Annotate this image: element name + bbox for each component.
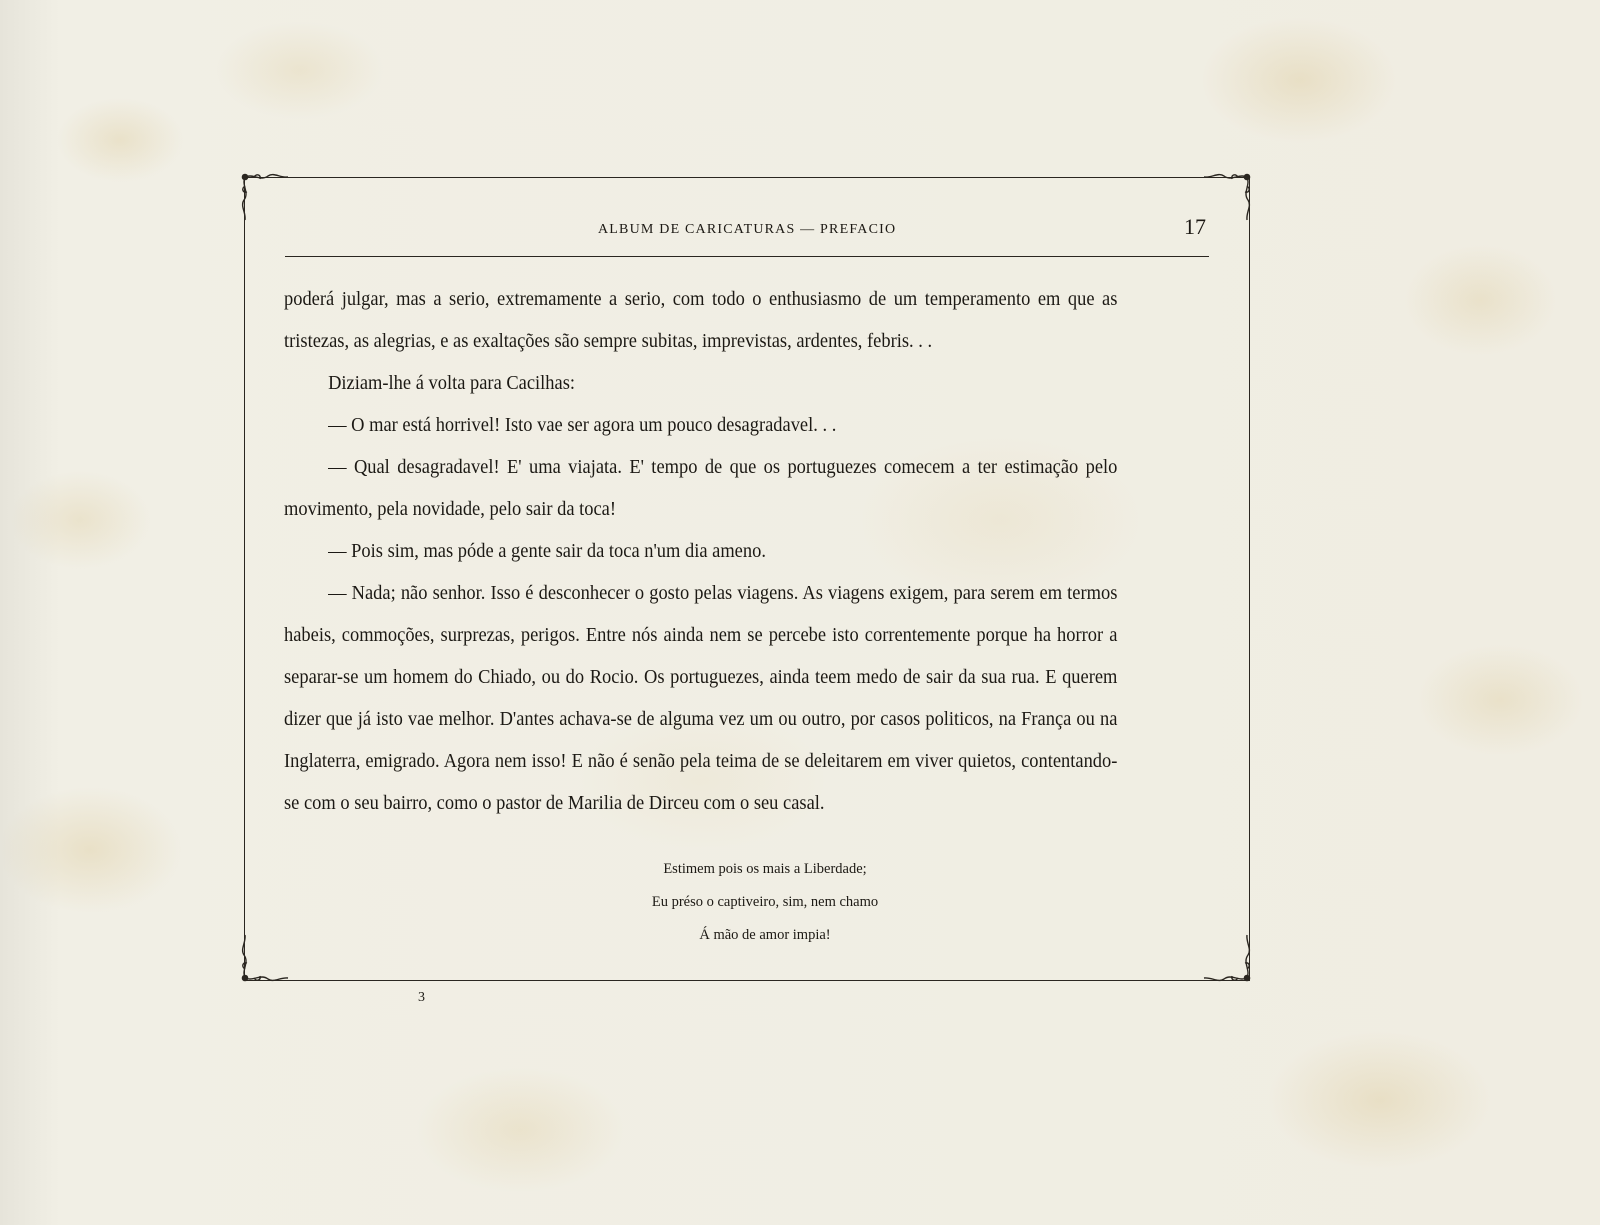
verse-line: Á mão de amor impia! bbox=[699, 927, 831, 943]
paragraph: Diziam-lhe á volta para Cacilhas: bbox=[328, 372, 576, 394]
verse-quotation bbox=[560, 853, 970, 952]
corner-ornament-top-left bbox=[236, 168, 298, 224]
verse-line: Eu préso o captiveiro, sim, nem chamo bbox=[651, 894, 879, 910]
page-number: 17 bbox=[1184, 214, 1206, 239]
paragraph: poderá julgar, mas a serio, extremamente a serio, com todo o enthusiasmo de um temperamento em que as tristezas, as alegrias, e as exaltações são sempre subitas, imprevistas, ardentes, febris. . . bbox=[284, 288, 1118, 352]
corner-ornament-bottom-left bbox=[236, 931, 298, 987]
corner-ornament-bottom-right bbox=[1194, 931, 1256, 987]
header-rule bbox=[285, 256, 1209, 257]
paragraph: — Nada; não senhor. Isso é desconhecer o gosto pelas viagens. As viagens exigem, para serem em termos habeis, commoções, surprezas, perigos. Entre nós ainda nem se percebe isto correntemente porque ha horror a separar-se um homem do Chiado, ou do Rocio. Os portuguezes, ainda teem medo de sair da sua rua. E querem dizer que já isto vae melhor. D'antes achava-se de alguma vez um ou outro, por casos politicos, na França ou na Inglaterra, emigrado. Agora nem isso! E não é senão pela teima de se deleitarem em viver quietos, contentando-se com o seu bairro, como o pastor de Marilia de Dirceu com o seu casal. bbox=[284, 582, 1118, 814]
signature-mark: 3 bbox=[418, 990, 425, 1005]
running-head: ALBUM DE CARICATURAS — PREFACIO bbox=[598, 222, 897, 237]
paragraph: — Qual desagradavel! E' uma viajata. E' tempo de que os portuguezes comecem a ter estimação pelo movimento, pela novidade, pelo sair da toca! bbox=[284, 456, 1118, 520]
body-text bbox=[284, 278, 1117, 824]
paragraph: — Pois sim, mas póde a gente sair da toca n'um dia ameno. bbox=[328, 540, 766, 562]
verse-line: Estimem pois os mais a Liberdade; bbox=[663, 861, 867, 877]
paragraph: — O mar está horrivel! Isto vae ser agora um pouco desagradavel. . . bbox=[328, 414, 837, 436]
